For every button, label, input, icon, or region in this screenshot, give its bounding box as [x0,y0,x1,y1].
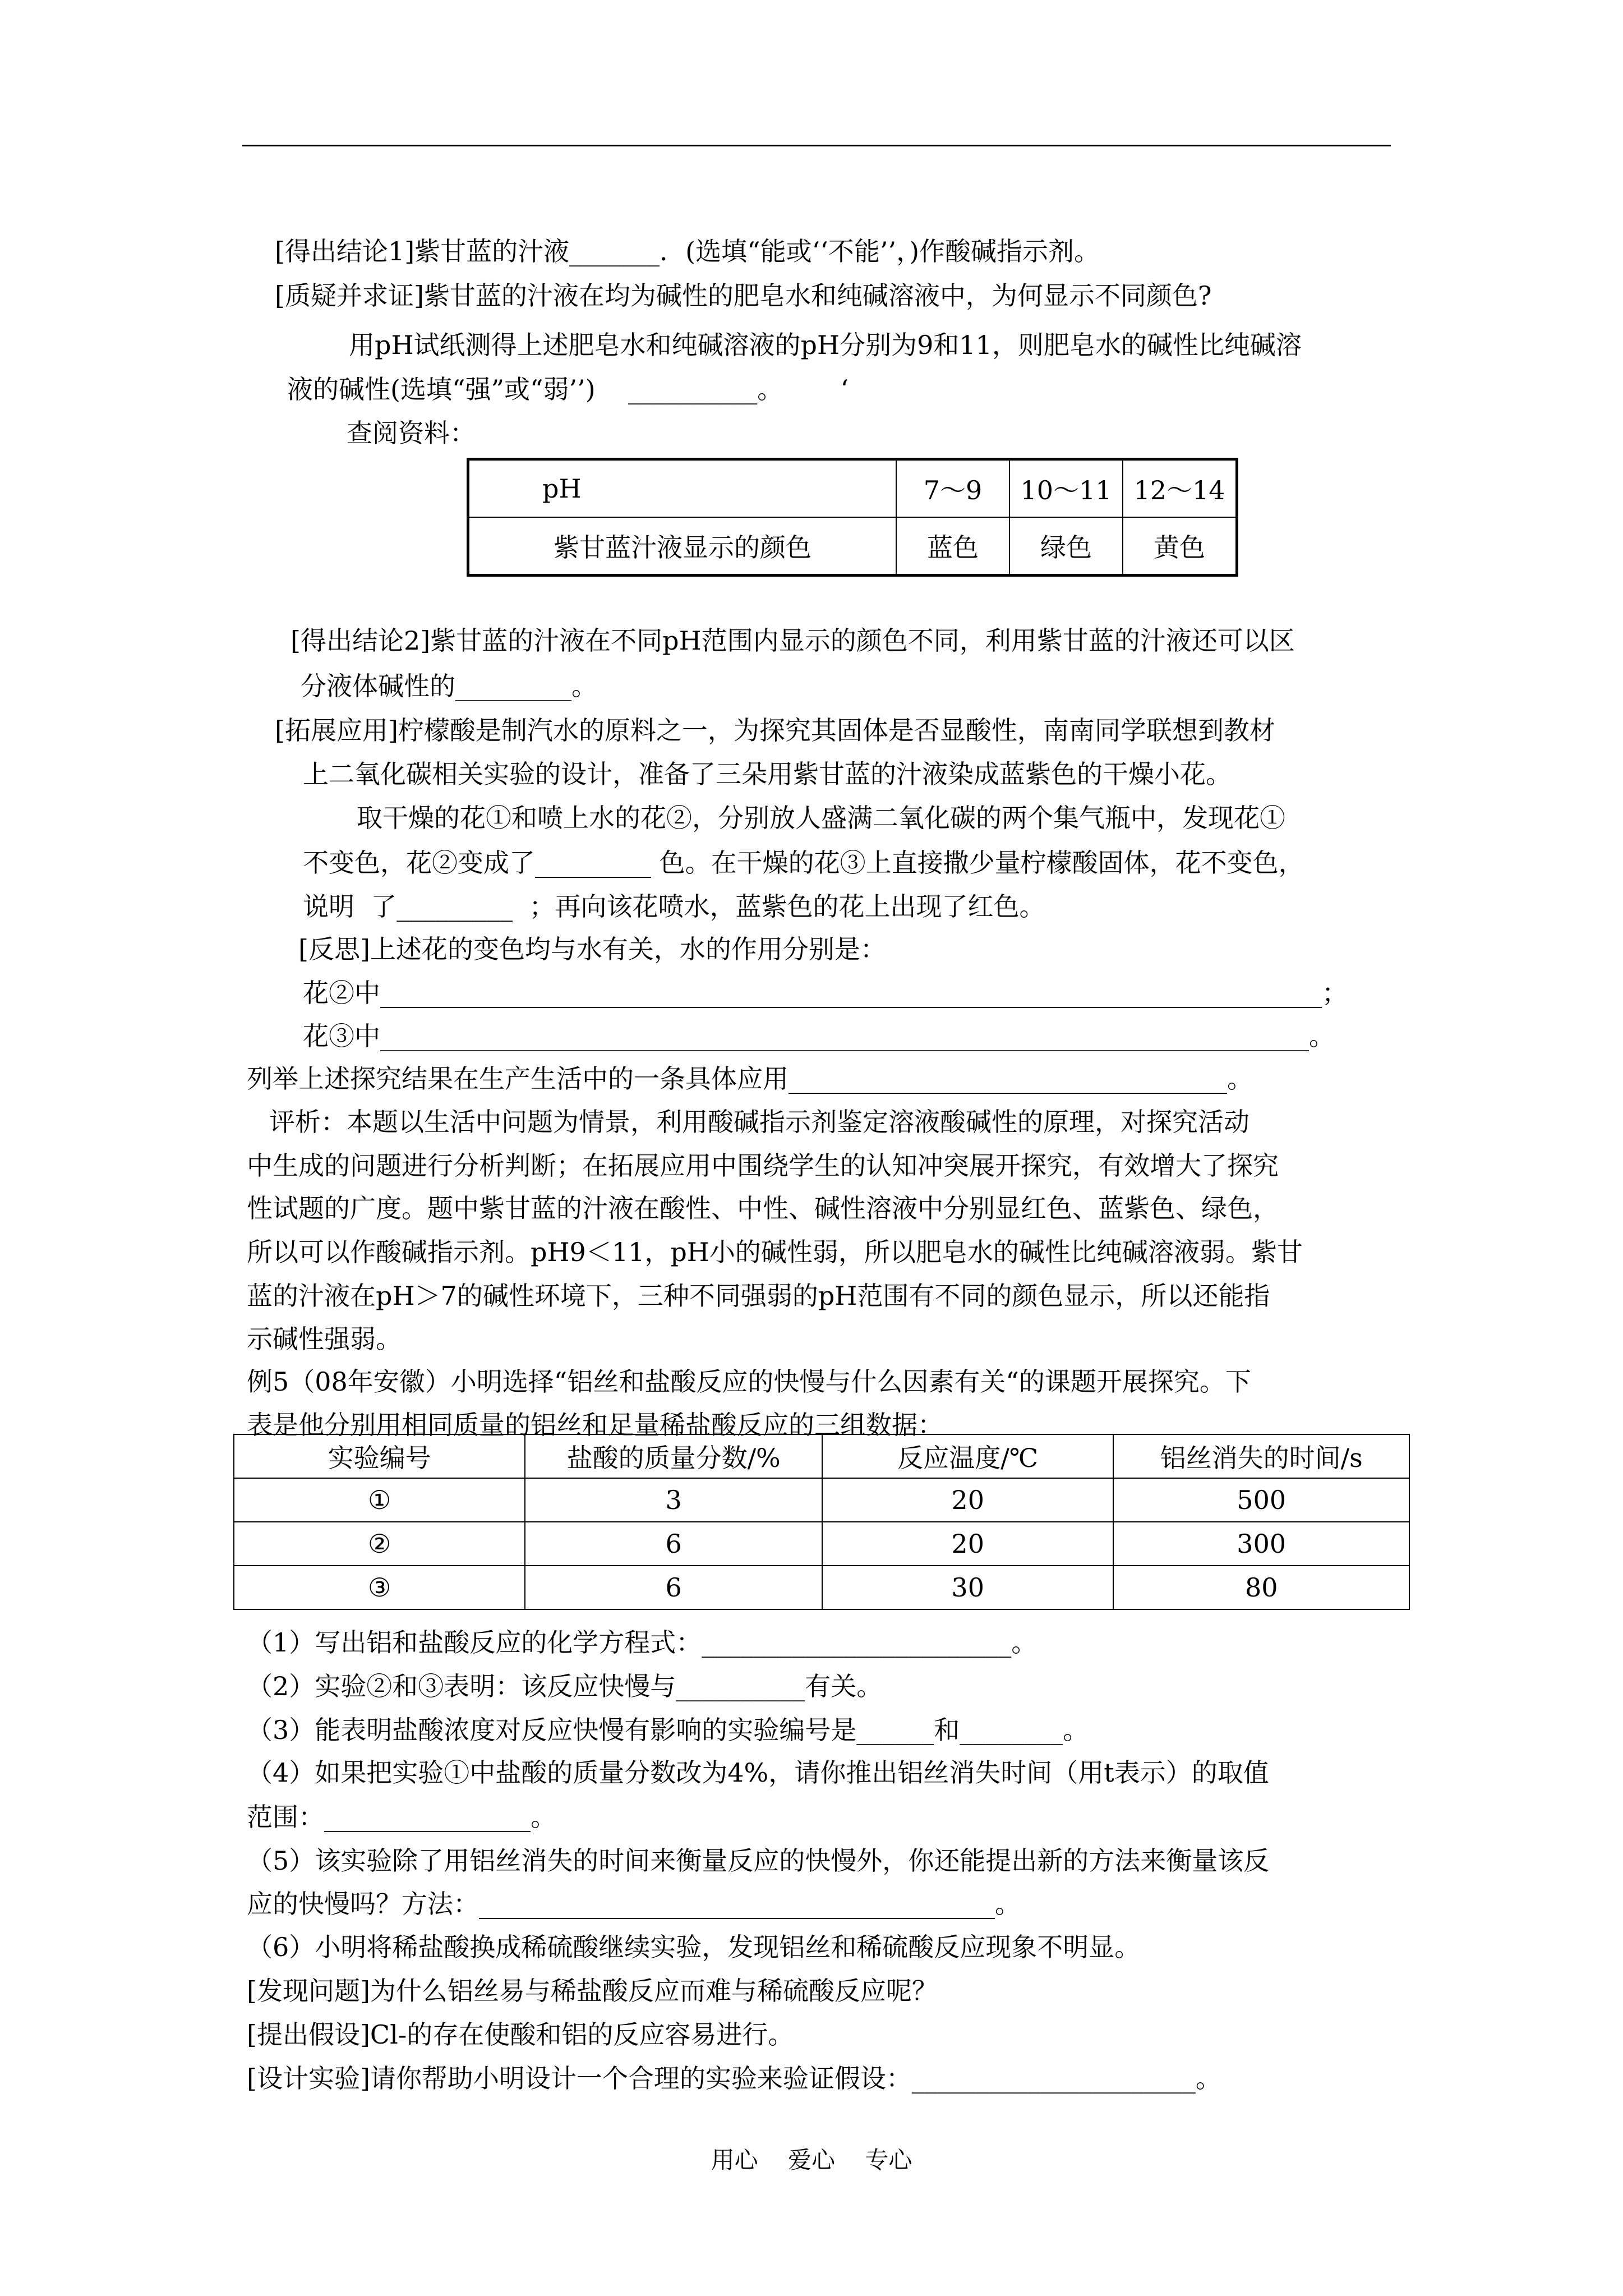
table-cell: 绿色 [1009,517,1123,576]
table-row [234,1522,1409,1566]
text-line: 示碱性强弱。 [247,1324,402,1354]
table-row [234,1566,1409,1609]
table-cell: 80 [1113,1566,1409,1609]
text-line: [反思]上述花的变色均与水有关，水的作用分别是： [298,934,886,964]
text-line: 说明 了_________ ；再向该花喷水，蓝紫色的花上出现了红色。 [303,891,1045,922]
text-line: 中生成的问题进行分析判断；在拓展应用中围绕学生的认知冲突展开探究，有效增大了探究 [247,1151,1279,1181]
text-line: 花③中________________________________________________________________________。 [303,1021,1335,1051]
text-line: （1）写出铝和盐酸反应的化学方程式：________________________。 [247,1627,1038,1658]
text-line: 不变色，花②变成了_________ 色。在干燥的花③上直接撒少量柠檬酸固体，花不变色， [303,848,1304,878]
text-line: 液的碱性(选填“强”或“弱’’) __________。 ‘ [287,374,849,404]
table-cell: 蓝色 [896,517,1009,576]
table-cell: 20 [822,1522,1113,1566]
text-line: [提出假设]Cl-的存在使酸和铝的反应容易进行。 [247,2019,794,2050]
text-line: （6）小明将稀盐酸换成稀硫酸继续实验，发现铝丝和稀硫酸反应现象不明显。 [247,1932,1141,1962]
header-rule [242,145,1391,146]
text-line: 所以可以作酸碱指示剂。pH9＜11，pH小的碱性弱，所以肥皂水的碱性比纯碱溶液弱。紫甘 [247,1237,1303,1267]
text-line: 上二氧化碳相关实验的设计，准备了三朵用紫甘蓝的汁液染成蓝紫色的干燥小花。 [303,759,1232,789]
table-cell: ③ [234,1566,525,1609]
table-cell: pH [468,459,897,518]
text-line: 评析：本题以生活中问题为情景，利用酸碱指示剂鉴定溶液酸碱性的原理，对探究活动 [269,1107,1249,1137]
text-line: 性试题的广度。题中紫甘蓝的汁液在酸性、中性、碱性溶液中分别显红色、蓝紫色、绿色， [247,1193,1279,1223]
ph-color-table [467,458,1238,577]
table-cell: ② [234,1522,525,1566]
experiment-table [233,1434,1410,1610]
table-cell: 3 [525,1478,822,1522]
table-cell: 反应温度/℃ [822,1434,1113,1478]
page-footer: 用心 爱心 专心 [711,2146,912,2174]
table-row [234,1478,1409,1522]
table-cell: 实验编号 [234,1434,525,1478]
table-cell: 10～11 [1009,459,1123,518]
table-cell: 盐酸的质量分数/% [525,1434,822,1478]
text-line: 分液体碱性的_________。 [301,671,597,701]
text-line: 取干燥的花①和喷上水的花②，分别放人盛满二氧化碳的两个集气瓶中，发现花① [357,803,1285,833]
text-line: [发现问题]为什么铝丝易与稀盐酸反应而难与稀硫酸反应呢？ [247,1976,938,2006]
text-line: 列举上述探究结果在生产生活中的一条具体应用__________________________________。 [247,1064,1253,1094]
text-line: （3）能表明盐酸浓度对反应快慢有影响的实验编号是______和________。 [247,1715,1089,1745]
table-row [234,1434,1409,1478]
text-line: 查阅资料： [347,418,476,448]
text-line: 范围：________________。 [247,1802,556,1832]
text-line: 花②中_________________________________________________________________________； [303,978,1348,1008]
text-line: [设计实验]请你帮助小明设计一个合理的实验来验证假设：______________________。 [247,2063,1221,2093]
table-cell: 20 [822,1478,1113,1522]
table-cell: ① [234,1478,525,1522]
text-line: [质疑并求证]紫甘蓝的汁液在均为碱性的肥皂水和纯碱溶液中，为何显示不同颜色? [275,280,1212,311]
text-line: （5）该实验除了用铝丝消失的时间来衡量反应的快慢外，你还能提出新的方法来衡量该反 [247,1846,1270,1876]
table-cell: 铝丝消失的时间/s [1113,1434,1409,1478]
table-cell: 紫甘蓝汁液显示的颜色 [468,517,897,576]
table-row [468,459,1237,518]
text-line: 例5（08年安徽）小明选择“铝丝和盐酸反应的快慢与什么因素有关“的课题开展探究。下 [247,1366,1251,1397]
table-cell: 300 [1113,1522,1409,1566]
text-line: 蓝的汁液在pH＞7的碱性环境下，三种不同强弱的pH范围有不同的颜色显示，所以还能指 [247,1281,1270,1311]
text-line: [得出结论2]紫甘蓝的汁液在不同pH范围内显示的颜色不同，利用紫甘蓝的汁液还可以区 [291,625,1295,656]
table-cell: 6 [525,1566,822,1609]
table-cell: 500 [1113,1478,1409,1522]
table-cell: 黄色 [1123,517,1237,576]
text-line: [拓展应用]柠檬酸是制汽水的原料之一，为探究其固体是否显酸性，南南同学联想到教材 [275,715,1275,746]
text-line: [得出结论1]紫甘蓝的汁液_______．(选填“能或‘‘不能’’，)作酸碱指示剂。 [275,236,1100,266]
table-cell: 6 [525,1522,822,1566]
text-line: （4）如果把实验①中盐酸的质量分数改为4%，请你推出铝丝消失时间（用t表示）的取值 [247,1757,1269,1788]
text-line: 用pH试纸测得上述肥皂水和纯碱溶液的pH分别为9和11，则肥皂水的碱性比纯碱溶 [349,330,1302,360]
text-line: 表是他分别用相同质量的铝丝和足量稀盐酸反应的三组数据： [247,1410,943,1440]
table-cell: 12～14 [1123,459,1237,518]
text-line: 应的快慢吗？方法：________________________________________。 [247,1889,1021,1919]
table-cell: 30 [822,1566,1113,1609]
table-row [468,517,1237,576]
table-cell: 7～9 [896,459,1009,518]
text-line: （2）实验②和③表明：该反应快慢与__________有关。 [247,1671,883,1701]
